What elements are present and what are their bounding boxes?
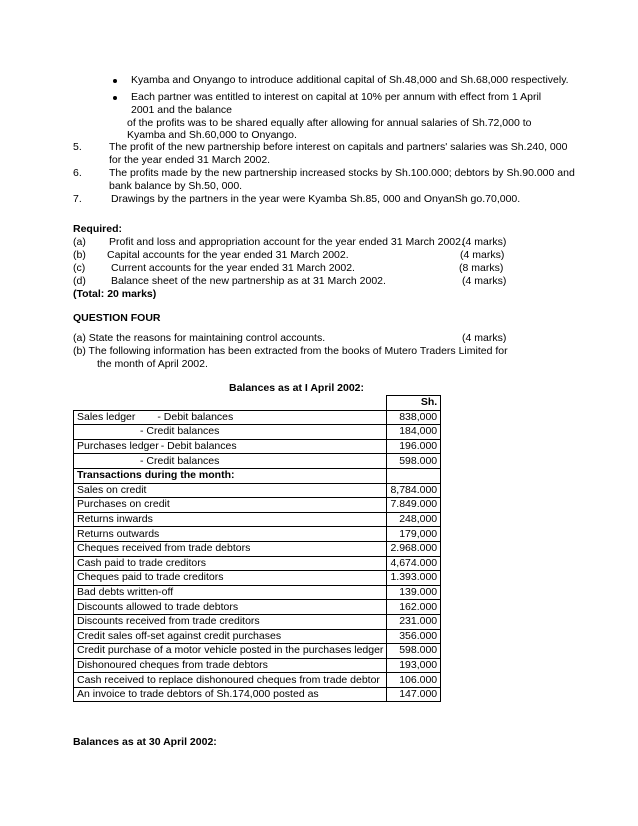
row-description [74,512,387,527]
item-text: Drawings by the partners in the year were Kyamba Sh.85, 000 and OnyanSh go.70,000. [111,193,521,205]
row-label: Purchases ledger [77,440,159,453]
row-amount: 248,000 [387,512,441,527]
part-label: (d) [73,275,86,287]
bullet-text: Kyamba and Onyango to introduce additional capital of Sh.48,000 and Sh.68,000 respectively. [131,74,569,86]
table-row [74,658,441,673]
row-label: Discounts allowed to trade debtors [77,600,239,613]
bullet-dot [113,79,117,83]
bullet-text: Each partner was entitled to interest on capital at 10% per annum with effect from 1 April [131,91,542,103]
row-label: Discounts received from trade creditors [77,615,260,628]
table-row [74,629,441,644]
table-row [74,673,441,688]
row-description [74,571,387,586]
row-amount: 193,000 [387,658,441,673]
row-label: Bad debts written-off [77,586,174,599]
row-label: Returns inwards [77,513,153,526]
row-description [74,629,387,644]
row-sublabel: - Credit balances [140,425,220,438]
row-label: Sales on credit [77,483,147,496]
question-part-b: (b) The following information has been extracted from the books of Mutero Traders Limited for [73,345,508,357]
row-description [74,644,387,659]
row-label: Sales ledger [77,410,136,423]
table-row [74,644,441,659]
item-number: 6. [73,167,82,179]
row-sublabel: - Debit balances [160,440,237,453]
row-amount: 231.000 [387,614,441,629]
table-row [74,527,441,542]
table-row [74,483,441,498]
row-amount: 1.393.000 [387,571,441,586]
row-amount: 838,000 [387,410,441,425]
part-marks: (8 marks) [459,262,504,274]
row-sublabel: - Debit balances [157,410,234,423]
table-row [74,468,441,483]
bullet-continuation: Kyamba and Sh.60,000 to Onyango. [127,129,297,141]
bullet-dot [113,96,117,100]
row-description [74,527,387,542]
row-label: Cheques received from trade debtors [77,542,251,555]
balances-title: Balances as at I April 2002: [229,382,365,394]
part-text: Profit and loss and appropriation account for the year ended 31 March 2002. [109,236,464,248]
row-description [74,468,387,483]
part-label: (a) [73,236,86,248]
bullet-continuation: 2001 and the balance [131,104,233,116]
table-row [74,410,441,425]
closing-balances-title: Balances as at 30 April 2002: [73,736,217,748]
balances-table [73,395,441,702]
row-description [74,600,387,615]
row-description [74,541,387,556]
total-marks: (Total: 20 marks) [73,288,157,300]
row-amount: 179,000 [387,527,441,542]
row-label: Cash received to replace dishonoured cheques from trade debtor [77,673,380,686]
table-header-empty [74,396,387,411]
row-sublabel: - Credit balances [140,454,220,467]
table-row [74,585,441,600]
table-row [74,600,441,615]
table-row [74,512,441,527]
row-amount: 7.849.000 [387,498,441,513]
row-amount: 106.000 [387,673,441,688]
question-part-a-marks: (4 marks) [462,332,507,344]
table-row [74,498,441,513]
item-text: The profit of the new partnership before interest on capitals and partners' salaries was Sh.240, 000 [109,141,568,153]
row-amount: 598.000 [387,644,441,659]
row-description [74,556,387,571]
row-label: Cash paid to trade creditors [77,556,206,569]
row-amount: 356.000 [387,629,441,644]
part-text: Capital accounts for the year ended 31 March 2002. [107,249,349,261]
row-amount: 4,674.000 [387,556,441,571]
bullet-continuation: of the profits was to be shared equally after allowing for annual salaries of Sh.72,000 to [127,117,532,129]
part-text: Current accounts for the year ended 31 March 2002. [111,262,355,274]
row-amount: 2.968.000 [387,541,441,556]
table-row [74,541,441,556]
row-description [74,585,387,600]
row-description [74,439,387,454]
part-text: Balance sheet of the new partnership as at 31 March 2002. [111,275,386,287]
question-heading: QUESTION FOUR [73,312,161,324]
table-row [74,614,441,629]
row-description [74,410,387,425]
item-number: 5. [73,141,82,153]
row-description [74,658,387,673]
row-label: Purchases on credit [77,498,170,511]
part-label: (c) [73,262,86,274]
table-row [74,454,441,469]
row-amount [387,468,441,483]
row-label: Transactions during the month: [77,469,235,482]
question-part-a: (a) State the reasons for maintaining control accounts. [73,332,326,344]
row-description [74,454,387,469]
required-heading: Required: [73,223,123,235]
row-amount: 162.000 [387,600,441,615]
row-amount: 147.000 [387,687,441,702]
row-label: Dishonoured cheques from trade debtors [77,658,268,671]
row-description [74,673,387,688]
item-number: 7. [73,193,82,205]
part-marks: (4 marks) [460,249,505,261]
row-description [74,483,387,498]
row-amount: 598.000 [387,454,441,469]
row-amount: 8,784.000 [387,483,441,498]
part-marks: (4 marks) [462,236,507,248]
table-row [74,439,441,454]
row-amount: 196.000 [387,439,441,454]
row-label: Cheques paid to trade creditors [77,571,224,584]
part-marks: (4 marks) [462,275,507,287]
row-label: An invoice to trade debtors of Sh.174,000 posted as [77,688,319,701]
table-row [74,571,441,586]
row-label: Returns outwards [77,527,160,540]
row-label: Credit purchase of a motor vehicle posted in the purchases ledger [77,644,384,657]
row-amount: 139.000 [387,585,441,600]
currency-header: Sh. [387,396,441,411]
table-row [74,556,441,571]
row-description [74,425,387,440]
row-description [74,614,387,629]
table-row [74,425,441,440]
item-text: bank balance by Sh.50, 000. [109,180,243,192]
question-part-b-cont: the month of April 2002. [97,358,208,370]
row-description [74,687,387,702]
row-label: Credit sales off-set against credit purchases [77,629,282,642]
row-description [74,498,387,513]
row-amount: 184,000 [387,425,441,440]
item-text: for the year ended 31 March 2002. [109,154,271,166]
table-header-row [74,396,441,411]
part-label: (b) [73,249,86,261]
item-text: The profits made by the new partnership increased stocks by Sh.100.000; debtors by Sh.90.000 and [109,167,575,179]
table-row [74,687,441,702]
